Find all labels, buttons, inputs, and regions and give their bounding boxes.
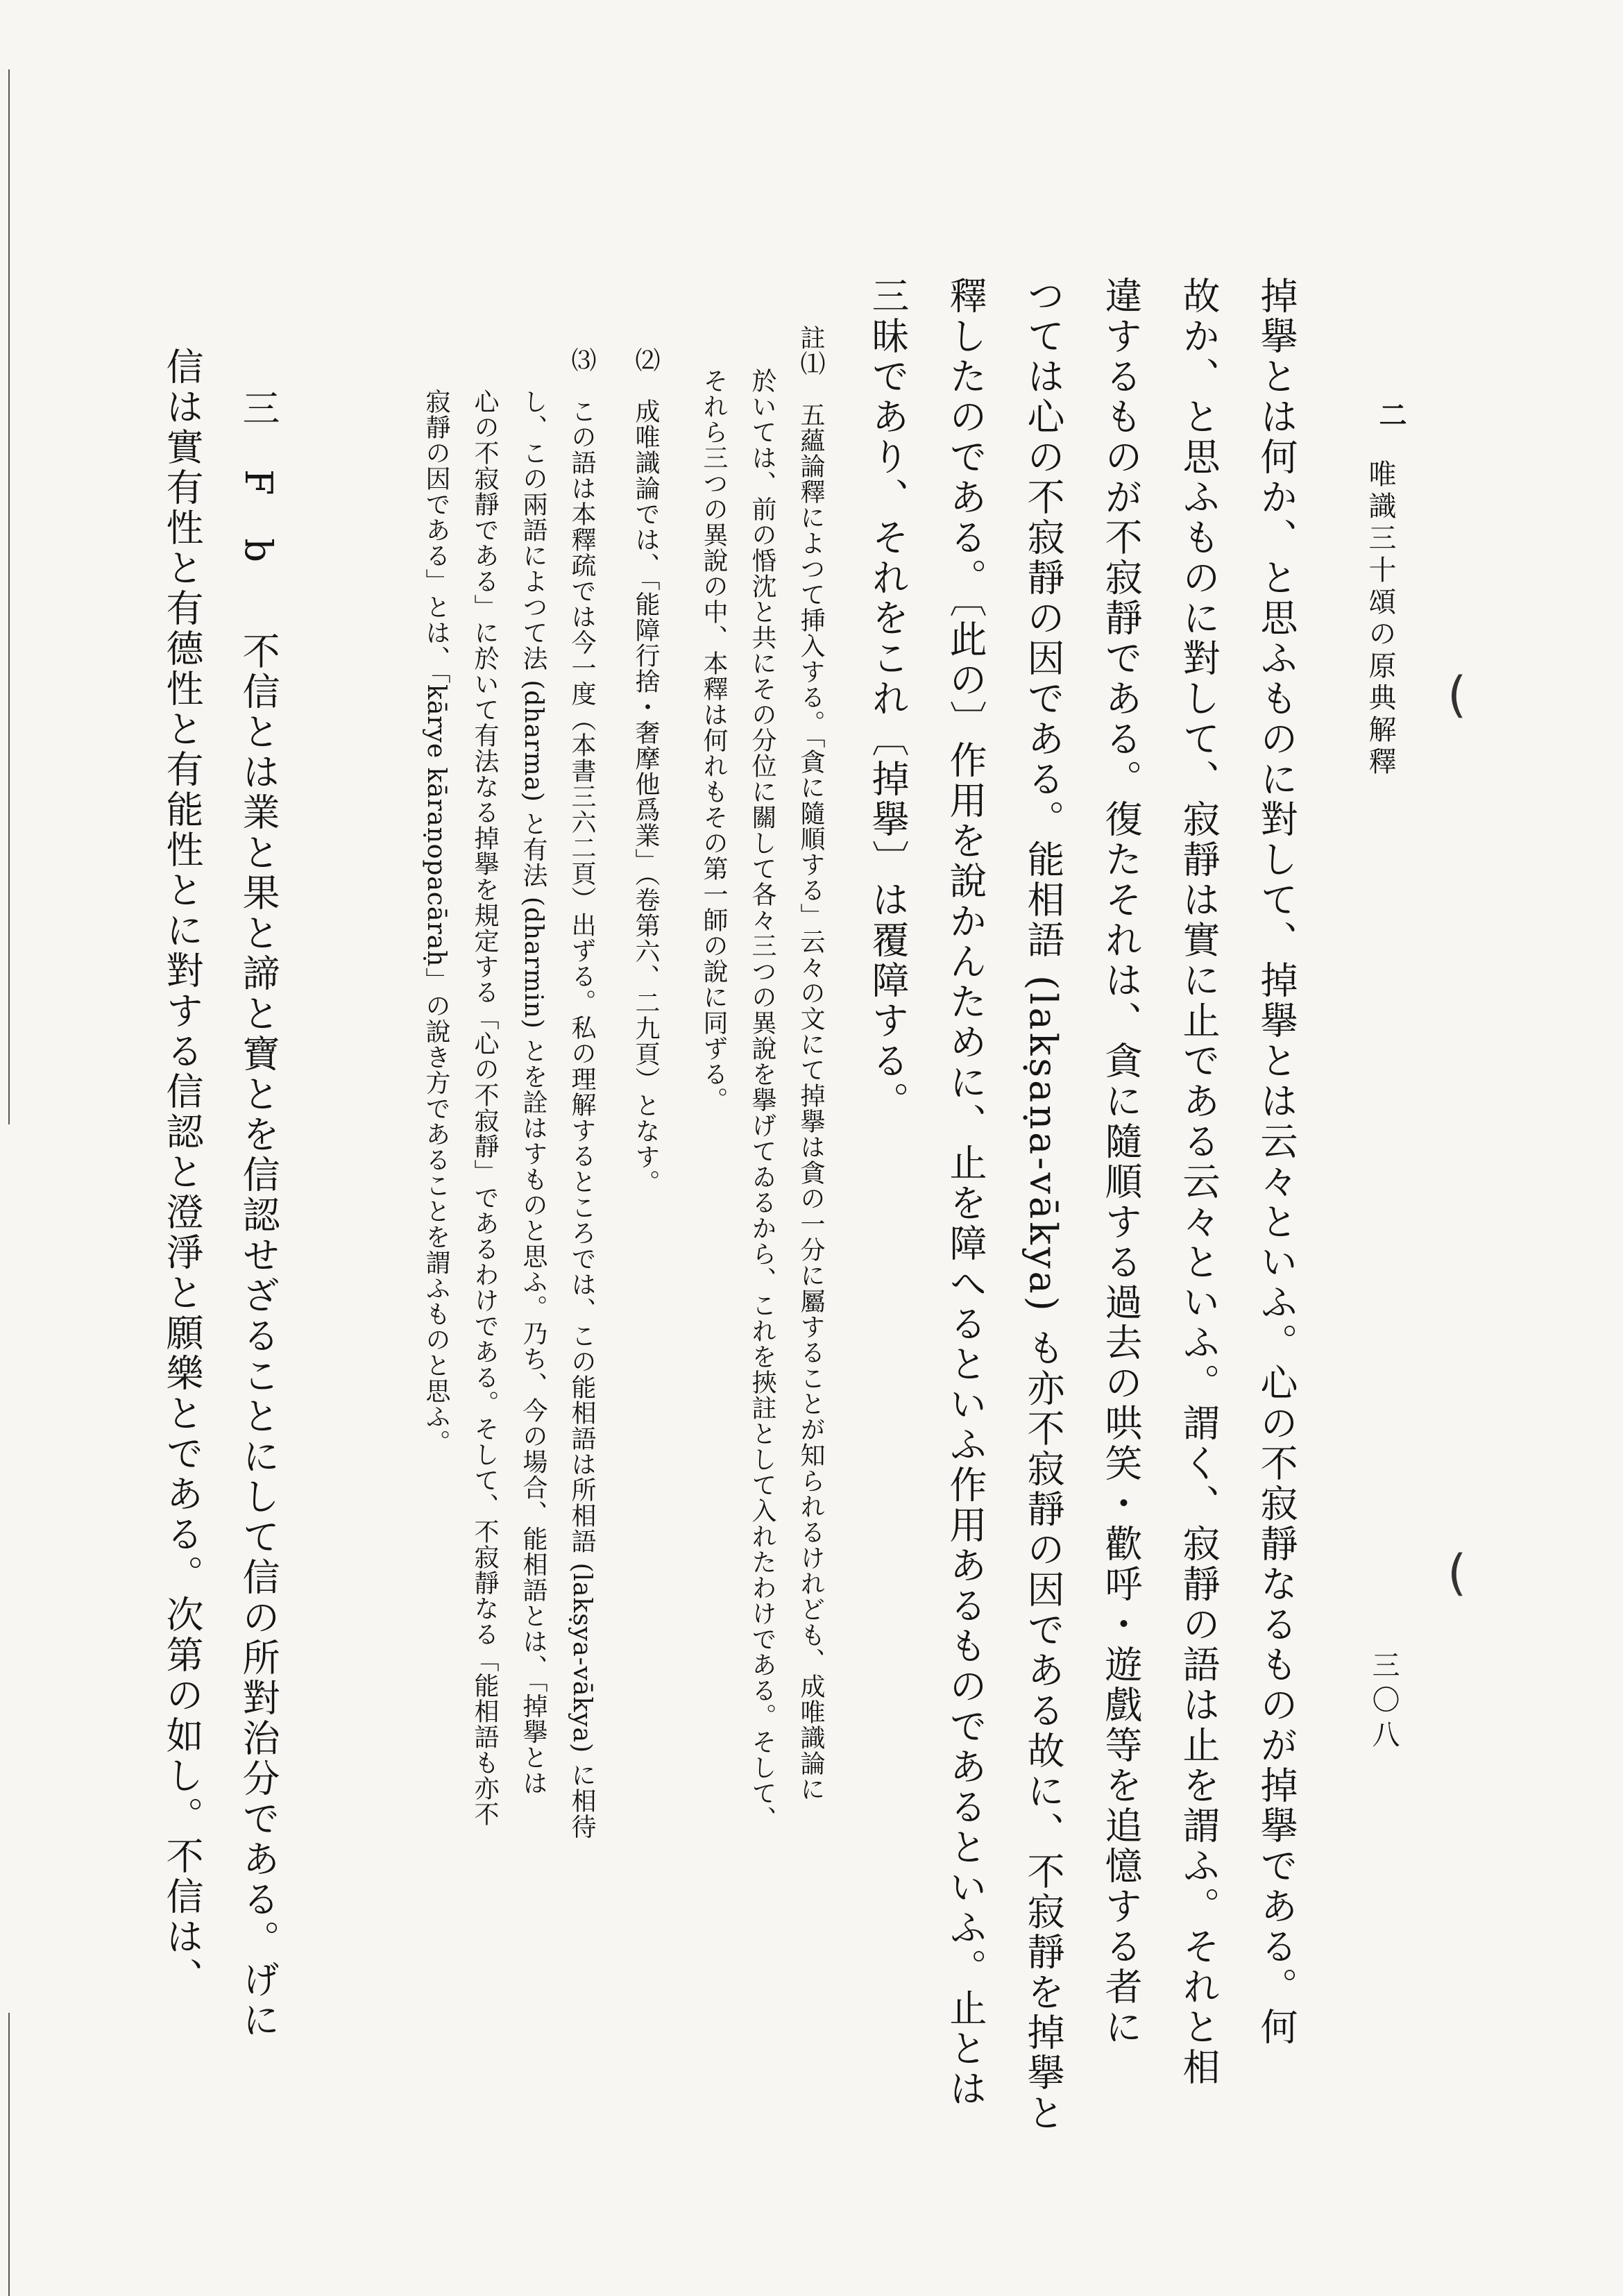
scan-edge-line <box>8 69 10 1124</box>
main-text-line: 三昧であり、それをこれ〔掉擧〕は覆障する。 <box>866 276 910 1122</box>
footnote-line: 註⑴ 五蘊論釋によつて挿入する。「貪に隨順する」云々の文にて掉擧は貪の一分に屬することが知られるけれども、成唯識論に <box>797 325 825 1802</box>
section-text-line: 不信とは業と果と諦と寶とを信認せざることにして信の所對治分である。げに <box>237 632 280 2041</box>
footnote-line: ⑵ 成唯識論では、「能障行捨・奢摩他爲業」（卷第六、二九頁）となす。 <box>631 347 660 1195</box>
footnote-line: ⑶ この語は本釋疏では今一度（本書三六二頁）出ずる。私の理解するところでは、この能相語は所相語 (lakṣya-vākya) に相待 <box>568 347 596 1839</box>
footnote-line: 寂靜の因である」とは、「kārye kāraṇopacāraḥ」の說き方であることを謂ふものと思ふ。 <box>422 389 450 1455</box>
margin-parenthesis-mark: ( <box>1447 666 1467 723</box>
running-header-title: 唯識三十頌の原典解釋 <box>1364 459 1396 779</box>
margin-parenthesis-mark: ( <box>1447 1544 1467 1601</box>
scan-edge-line <box>8 2013 10 2296</box>
footnote-line: 於いては、前の惛沈と共にその分位に關して各々三つの異說を擧げてゐるから、これを挾註として入れたわけである。そして、 <box>748 368 776 1832</box>
main-text-line: つては心の不寂靜の因である。能相語 (lakṣaṇa-vākya) も亦不寂靜の因である故に、不寂靜を掉擧と <box>1021 276 1065 2134</box>
main-text-line: 違するものが不寂靜である。復たそれは、貪に隨順する過去の哄笑・歡呼・遊戲等を追憶する者に <box>1099 276 1143 2048</box>
main-text-line: 故か、と思ふものに對して、寂靜は實に止である云々といふ。謂く、寂靜の語は止を謂ふ。それと相 <box>1177 276 1221 2088</box>
main-text-line: 釋したのである。〔此の〕作用を說かんために、止を障へるといふ作用あるものであるといふ。止とは <box>944 276 987 2109</box>
section-heading: 三 F b <box>237 389 280 566</box>
section-number: 二 <box>1375 400 1407 428</box>
page-number: 三〇八 <box>1368 1651 1400 1755</box>
footnote-line: それら三つの異說の中、本釋は何れもその第一師の說に同ずる。 <box>699 368 728 1113</box>
footnote-line: 心の不寂靜である」に於いて有法なる掉擧を規定する「心の不寂靜」であるわけである。そして、不寂靜なる「能相語も亦不 <box>470 389 499 1827</box>
footnote-line: し、この兩語によつて法 (dharma) と有法 (dharmin) とを詮はすものと思ふ。乃ち、今の場合、能相語とは、「掉擧とは <box>519 389 547 1796</box>
section-text-line: 信は實有性と有德性と有能性とに對する信認と澄淨と願樂とである。次第の如し。不信は、 <box>160 347 204 1998</box>
main-text-line: 掉擧とは何か、と思ふものに對して、掉擧とは云々といふ。心の不寂靜なるものが掉擧である。何 <box>1255 276 1298 2048</box>
